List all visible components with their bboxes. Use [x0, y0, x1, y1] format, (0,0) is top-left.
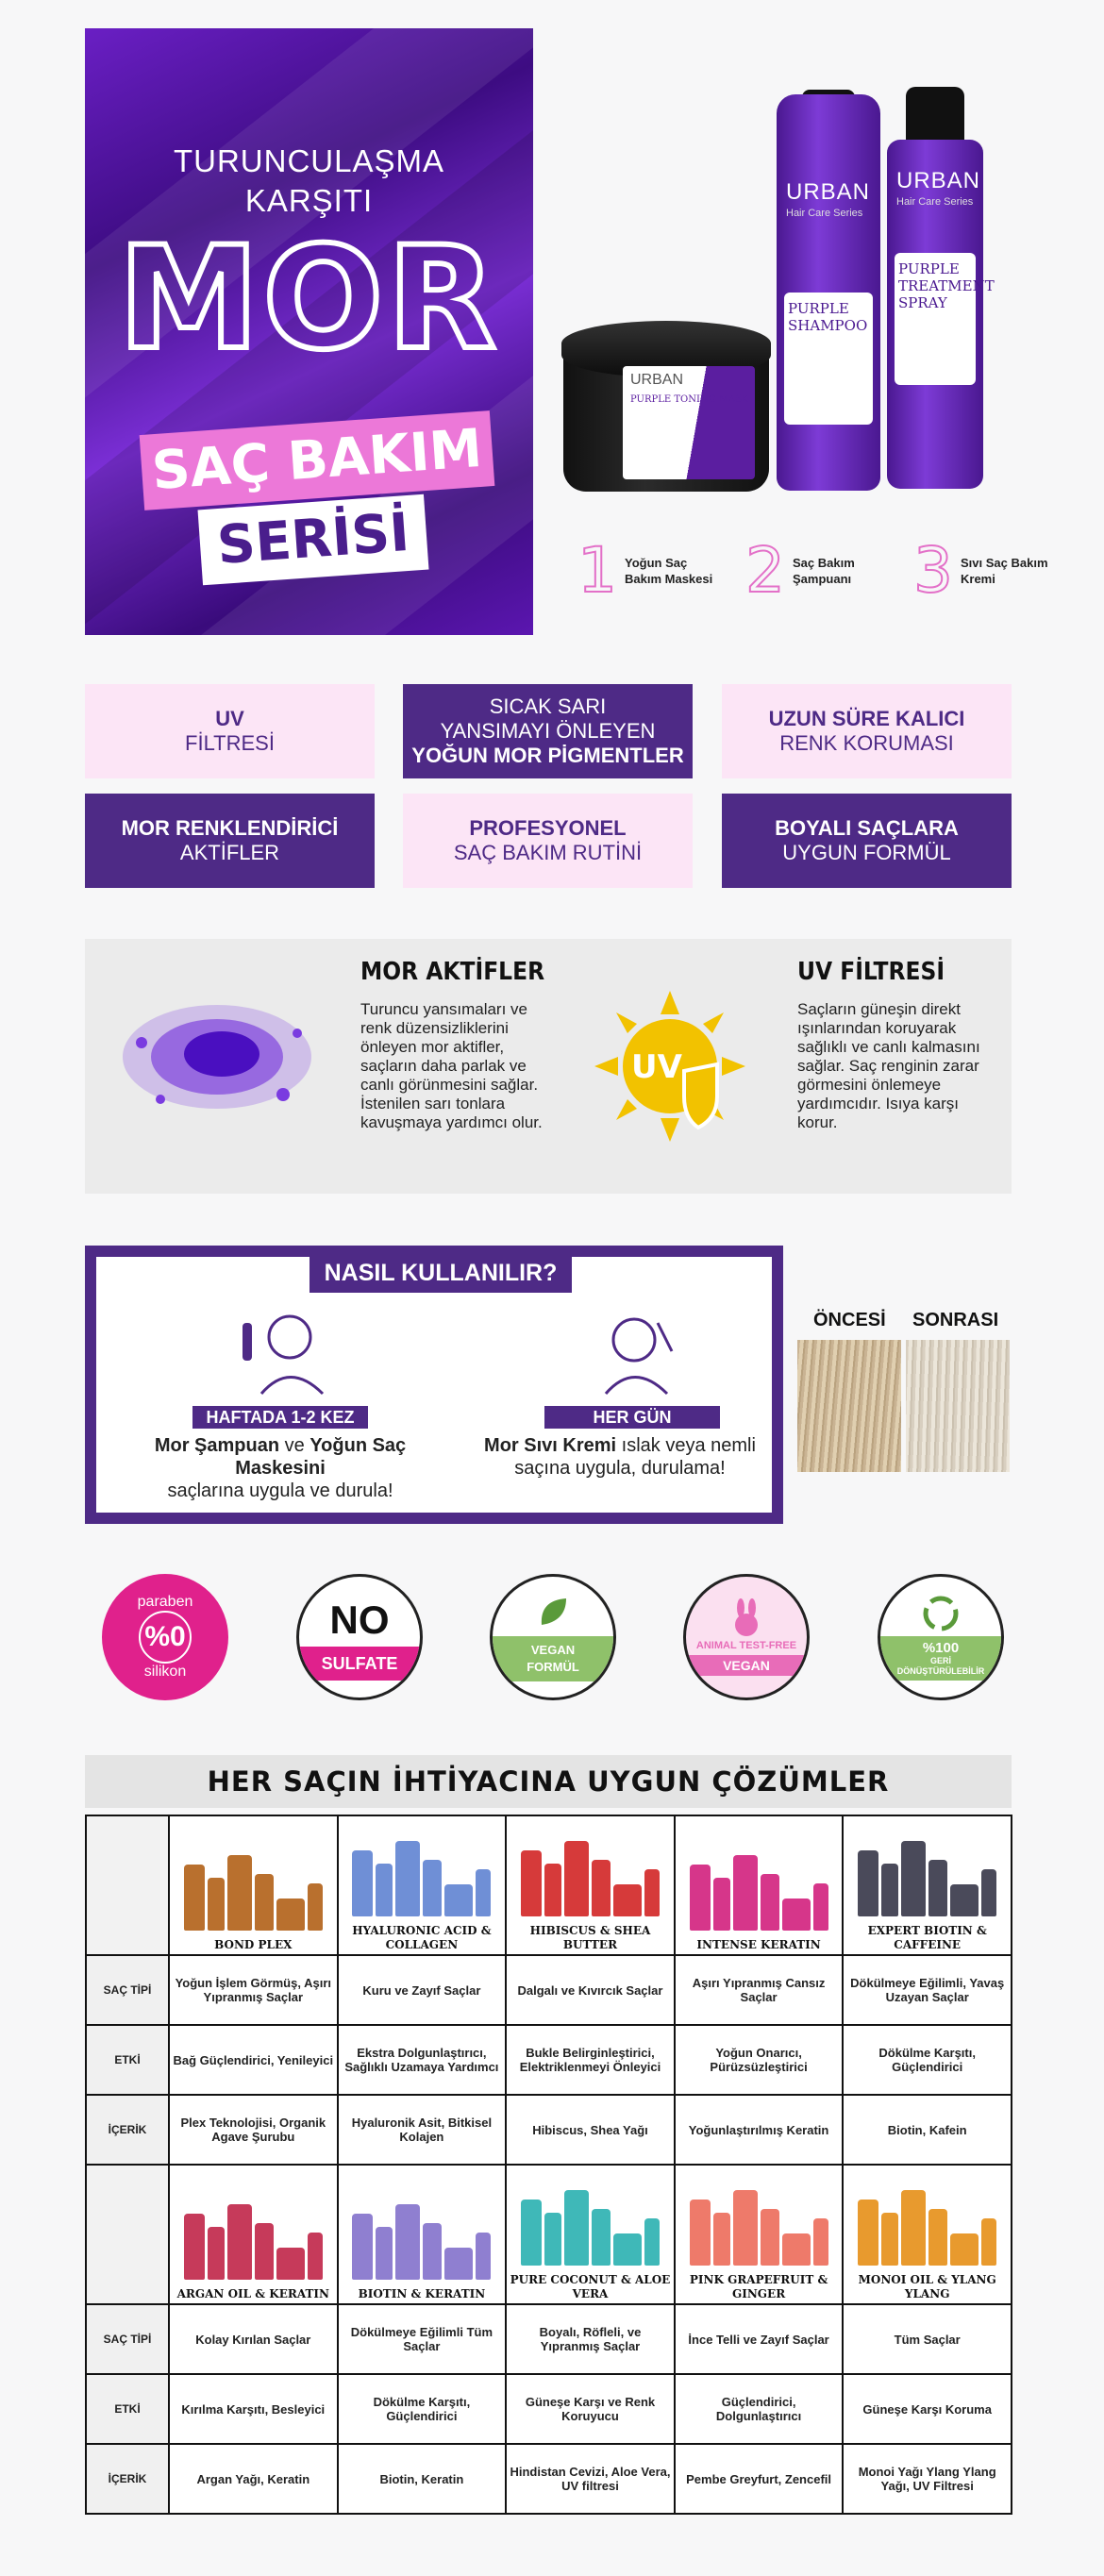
product-name: ARGAN OIL & KERATIN: [176, 2287, 329, 2300]
table-product-row: [86, 2165, 1012, 2304]
product-cell: [675, 1815, 844, 1955]
table-cell: Kuru ve Zayıf Saçlar: [338, 1955, 507, 2025]
product-cell: [338, 2165, 507, 2304]
rabbit-icon: [726, 1598, 767, 1640]
product-cell: [675, 2165, 844, 2304]
table-cell: Dökülme Karşıtı, Güçlendirici: [338, 2374, 507, 2444]
table-cell: Boyalı, Röfleli, ve Yıpranmış Saçlar: [506, 2304, 675, 2374]
product-cell: [506, 1815, 675, 1955]
table-row: [86, 1955, 1012, 2025]
product-image: [845, 2179, 1009, 2266]
usage-title: NASIL KULLANILIR?: [309, 1253, 572, 1293]
product-name: BOND PLEX: [214, 1938, 293, 1951]
weekly-instructions: Mor Şampuan ve Yoğun Saç Maskesini saçlarına uygula ve durula!: [154, 1435, 407, 1501]
shampoo-bottle: URBAN Hair Care Series PURPLE SHAMPOO: [777, 94, 880, 491]
weekly-pill: HAFTADA 1-2 KEZ: [192, 1406, 368, 1429]
product-image: [172, 1844, 335, 1931]
row-label: ETKİ: [86, 2374, 169, 2444]
step-2: 2 Saç Bakım Şampuanı: [745, 534, 855, 607]
table-cell: Hyaluronik Asit, Bitkisel Kolajen: [338, 2095, 507, 2165]
purple-powder-icon: [104, 977, 330, 1137]
row-label: SAÇ TİPİ: [86, 1955, 169, 2025]
table-cell: Hibiscus, Shea Yağı: [506, 2095, 675, 2165]
after-label: SONRASI: [912, 1310, 999, 1330]
usage-panel: [85, 1246, 783, 1524]
solutions-table-title: HER SAÇIN İHTİYACINA UYGUN ÇÖZÜMLER: [85, 1755, 1012, 1808]
table-row: [86, 2304, 1012, 2374]
table-cell: Dalgalı ve Kıvırcık Saçlar: [506, 1955, 675, 2025]
hero-banner-text-2: SERİSİ: [198, 494, 429, 586]
table-cell: Biotin, Kafein: [843, 2095, 1012, 2165]
product-name: MONOI OIL & YLANG YLANG: [858, 2273, 996, 2300]
product-image: [845, 1830, 1009, 1916]
table-cell: Yoğun İşlem Görmüş, Aşırı Yıpranmış Saçlar: [169, 1955, 338, 2025]
table-cell: Kırılma Karşıtı, Besleyici: [169, 2374, 338, 2444]
product-name: HYALURONIC ACID & COLLAGEN: [352, 1924, 492, 1951]
solutions-table: [85, 1815, 1012, 2515]
product-cell: [169, 1815, 338, 1955]
product-name: PINK GRAPEFRUIT & GINGER: [689, 2273, 828, 2300]
table-cell: Ekstra Dolgunlaştırıcı, Sağlıklı Uzamaya Yardımcı: [338, 2025, 507, 2095]
table-cell: Yoğunlaştırılmış Keratin: [675, 2095, 844, 2165]
daily-pill: HER GÜN: [544, 1406, 720, 1429]
feature-purple-actives: MOR RENKLENDİRİCİ AKTİFLER: [85, 794, 375, 888]
table-cell: Güneşe Karşı ve Renk Koruyucu: [506, 2374, 675, 2444]
table-cell: Bukle Belirginleştirici, Elektriklenmeyi Önleyici: [506, 2025, 675, 2095]
before-hair-image: [797, 1340, 901, 1472]
table-row: [86, 2374, 1012, 2444]
table-cell: İnce Telli ve Zayıf Saçlar: [675, 2304, 844, 2374]
table-cell: Dökülmeye Eğilimli, Yavaş Uzayan Saçlar: [843, 1955, 1012, 2025]
hero-title: MOR: [118, 217, 500, 381]
product-image: [172, 2193, 335, 2280]
after-hair-image: [906, 1340, 1010, 1472]
feature-dyed-hair-formula: BOYALI SAÇLARA UYGUN FORMÜL: [722, 794, 1012, 888]
product-cell: [506, 2165, 675, 2304]
feature-uv-filter: UV FİLTRESİ: [85, 684, 375, 778]
product-name: PURE COCONUT & ALOE VERA: [510, 2273, 671, 2300]
hero-banner-text-1: SAÇ BAKIM: [140, 410, 495, 510]
table-cell: Biotin, Keratin: [338, 2444, 507, 2514]
table-row: [86, 2095, 1012, 2165]
product-image: [509, 2179, 672, 2266]
table-empty-cell: [86, 1815, 169, 1955]
product-name: BIOTIN & KERATIN: [358, 2287, 486, 2300]
product-steps: [577, 534, 1048, 607]
product-cell: [843, 1815, 1012, 1955]
svg-text:UV: UV: [631, 1048, 682, 1086]
row-label: ETKİ: [86, 2025, 169, 2095]
vegan-formula-badge: VEGAN FORMÜL: [490, 1574, 616, 1700]
uv-filter-text: Saçların güneşin direkt ışınlarından koruyarak sağlıklı ve canlı kalmasını sağlar. Saç renginin zarar görmesini önlemeye yardımcıdır. Isıya karşı korur.: [797, 1000, 980, 1131]
recycle-icon: [922, 1595, 960, 1632]
table-row: [86, 2025, 1012, 2095]
leaf-icon: [534, 1593, 572, 1631]
table-product-row: [86, 1815, 1012, 1955]
table-cell: Plex Teknolojisi, Organik Agave Şurubu: [169, 2095, 338, 2165]
table-cell: Monoi Yağı Ylang Ylang Yağı, UV Filtresi: [843, 2444, 1012, 2514]
step-1: 1 Yoğun Saç Bakım Maskesi: [577, 534, 713, 607]
table-cell: Kolay Kırılan Saçlar: [169, 2304, 338, 2374]
daily-instructions: Mor Sıvı Kremi ıslak veya nemli saçına uygula, durulama!: [484, 1435, 756, 1479]
table-cell: Hindistan Cevizi, Aloe Vera, UV filtresi: [506, 2444, 675, 2514]
product-image: [509, 1830, 672, 1916]
table-cell: Güneşe Karşı Koruma: [843, 2374, 1012, 2444]
row-label: SAÇ TİPİ: [86, 2304, 169, 2374]
table-cell: Yoğun Onarıcı, Pürüzsüzleştirici: [675, 2025, 844, 2095]
table-cell: Dökülme Karşıtı, Güçlendirici: [843, 2025, 1012, 2095]
row-label: İÇERİK: [86, 2095, 169, 2165]
table-row: [86, 2444, 1012, 2514]
hero-subtitle: TURUNCULAŞMA KARŞITI: [173, 143, 445, 218]
shampoo-woman-icon: [224, 1304, 337, 1398]
paraben-silicone-free-badge: paraben %0 silikon: [102, 1574, 228, 1700]
feature-color-protection: UZUN SÜRE KALICI RENK KORUMASI: [722, 684, 1012, 778]
product-cell: [169, 2165, 338, 2304]
product-image: [341, 2193, 504, 2280]
table-cell: Dökülmeye Eğilimli Tüm Saçlar: [338, 2304, 507, 2374]
product-name: HIBISCUS & SHEA BUTTER: [529, 1924, 651, 1951]
table-cell: Aşırı Yıpranmış Cansız Saçlar: [675, 1955, 844, 2025]
hero-banner: [85, 28, 533, 635]
recyclable-badge: %100 GERİ DÖNÜŞTÜRÜLEBİLİR: [878, 1574, 1004, 1700]
spray-bottle: URBAN Hair Care Series PURPLE TREATMENT SPRAY: [887, 140, 983, 489]
product-cell: [338, 1815, 507, 1955]
product-name: INTENSE KERATIN: [696, 1938, 821, 1951]
uv-sun-icon: [594, 991, 745, 1142]
spray-cap: [906, 87, 964, 143]
mask-jar-label: URBAN PURPLE TONING MASK: [623, 366, 755, 479]
purple-actives-text: Turuncu yansımaları ve renk düzensizliklerini önleyen mor aktifler, saçların daha parlak ve canlı görünmesini sağlar. İstenilen sarı tonlara kavuşmaya yardımcı olur.: [360, 1000, 543, 1131]
sulfate-free-badge: NO SULFATE: [296, 1574, 423, 1700]
cream-woman-icon: [582, 1304, 695, 1398]
product-image: [677, 1844, 841, 1931]
feature-purple-pigments: SICAK SARI YANSIMAYI ÖNLEYEN YOĞUN MOR PİGMENTLER: [403, 684, 693, 778]
step-3: 3 Sıvı Saç Bakım Kremi: [913, 534, 1048, 607]
product-image: [341, 1830, 504, 1916]
table-cell: Argan Yağı, Keratin: [169, 2444, 338, 2514]
table-cell: Pembe Greyfurt, Zencefil: [675, 2444, 844, 2514]
product-cell: [843, 2165, 1012, 2304]
product-name: EXPERT BIOTIN & CAFFEINE: [867, 1924, 987, 1951]
product-image: [677, 2179, 841, 2266]
table-empty-cell: [86, 2165, 169, 2304]
before-label: ÖNCESİ: [813, 1310, 886, 1330]
purple-actives-title: MOR AKTİFLER: [360, 958, 545, 986]
uv-filter-title: UV FİLTRESİ: [797, 958, 945, 986]
feature-professional-routine: PROFESYONEL SAÇ BAKIM RUTİNİ: [403, 794, 693, 888]
row-label: İÇERİK: [86, 2444, 169, 2514]
table-cell: Güçlendirici, Dolgunlaştırıcı: [675, 2374, 844, 2444]
table-cell: Tüm Saçlar: [843, 2304, 1012, 2374]
animal-test-free-badge: ANIMAL TEST-FREE VEGAN: [683, 1574, 810, 1700]
table-cell: Bağ Güçlendirici, Yenileyici: [169, 2025, 338, 2095]
